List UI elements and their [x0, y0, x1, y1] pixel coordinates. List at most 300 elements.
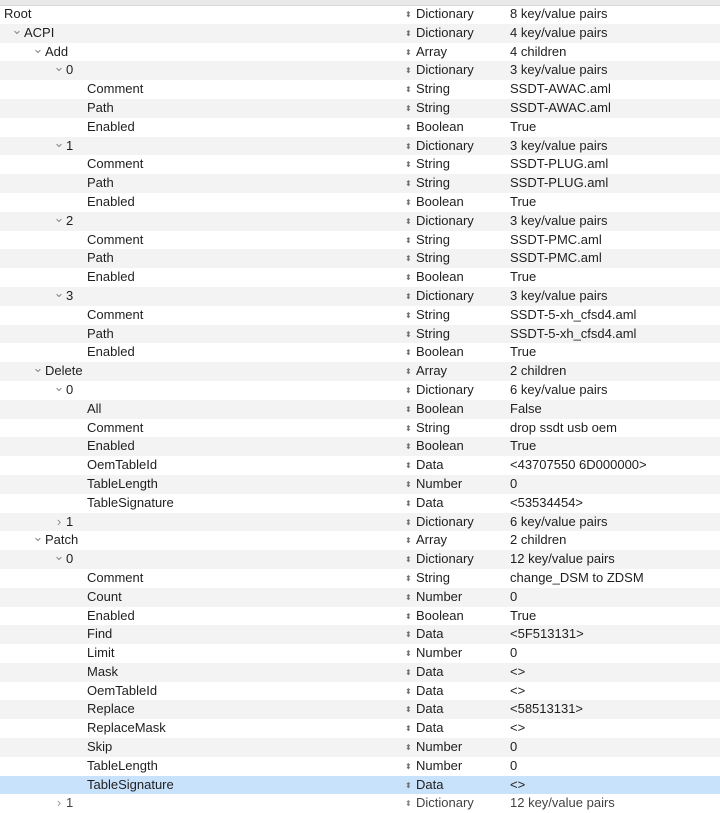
type-popup[interactable]: [405, 419, 505, 438]
value-cell[interactable]: <>: [510, 663, 526, 679]
value-cell[interactable]: SSDT-PLUG.aml: [510, 175, 609, 191]
key-cell[interactable]: [0, 663, 395, 682]
table-row[interactable]: [0, 381, 720, 400]
table-row[interactable]: [0, 118, 720, 137]
key-cell[interactable]: [0, 682, 395, 701]
updown-arrows-icon: ⬍: [405, 517, 412, 527]
updown-arrows-icon: ⬍: [405, 160, 412, 170]
key-cell[interactable]: [0, 400, 395, 419]
key-label: Enabled: [87, 607, 135, 623]
type-popup[interactable]: [405, 287, 505, 306]
updown-arrows-icon: ⬍: [405, 743, 412, 753]
value-cell[interactable]: SSDT-5-xh_cfsd4.aml: [510, 306, 637, 322]
updown-arrows-icon: ⬍: [405, 235, 412, 245]
updown-arrows-icon: ⬍: [405, 273, 412, 283]
updown-arrows-icon: ⬍: [405, 310, 412, 320]
key-cell[interactable]: [0, 193, 395, 212]
value-cell[interactable]: True: [510, 438, 537, 454]
table-row[interactable]: [0, 475, 720, 494]
type-label: Boolean: [416, 607, 464, 623]
type-label: Number: [416, 645, 463, 661]
table-row[interactable]: [0, 663, 720, 682]
key-cell[interactable]: [0, 61, 395, 80]
updown-arrows-icon: ⬍: [405, 85, 412, 95]
type-popup[interactable]: [405, 99, 505, 118]
key-label: OemTableId: [87, 457, 158, 473]
type-popup[interactable]: [405, 776, 505, 795]
value-cell[interactable]: True: [510, 344, 537, 360]
key-cell[interactable]: [0, 513, 395, 532]
key-cell[interactable]: [0, 437, 395, 456]
type-popup[interactable]: [405, 5, 505, 24]
plist-outline-view[interactable]: [0, 5, 720, 813]
type-label: Number: [416, 588, 463, 604]
disclosure-expanded-icon[interactable]: [53, 61, 65, 80]
table-row[interactable]: [0, 325, 720, 344]
updown-arrows-icon: ⬍: [405, 649, 412, 659]
key-label: TableLength: [87, 475, 158, 491]
disclosure-expanded-icon[interactable]: [32, 531, 44, 550]
key-label: Enabled: [87, 118, 135, 134]
key-label: Comment: [87, 81, 144, 97]
key-label: Mask: [87, 663, 119, 679]
value-cell[interactable]: <5F513131>: [510, 626, 584, 642]
key-label: Path: [87, 99, 114, 115]
type-label: Dictionary: [416, 6, 474, 21]
type-label: Dictionary: [416, 513, 474, 529]
updown-arrows-icon: ⬍: [405, 536, 412, 546]
table-row[interactable]: [0, 268, 720, 287]
key-label: Comment: [87, 156, 144, 172]
key-cell[interactable]: [0, 644, 395, 663]
type-label: Data: [416, 626, 444, 642]
table-row[interactable]: [0, 437, 720, 456]
updown-arrows-icon: ⬍: [405, 254, 412, 264]
type-popup[interactable]: [405, 362, 505, 381]
table-row[interactable]: [0, 644, 720, 663]
value-cell[interactable]: 6 key/value pairs: [510, 513, 608, 529]
table-row[interactable]: [0, 61, 720, 80]
type-popup[interactable]: [405, 24, 505, 43]
value-cell[interactable]: SSDT-AWAC.aml: [510, 99, 611, 115]
table-row[interactable]: [0, 155, 720, 174]
updown-arrows-icon: ⬍: [405, 630, 412, 640]
key-cell[interactable]: [0, 325, 395, 344]
table-row[interactable]: [0, 5, 720, 24]
updown-arrows-icon: ⬍: [405, 498, 412, 508]
table-row[interactable]: [0, 43, 720, 62]
table-row[interactable]: [0, 249, 720, 268]
key-cell[interactable]: [0, 794, 395, 813]
updown-arrows-icon: ⬍: [405, 423, 412, 433]
value-cell[interactable]: 2 children: [510, 532, 567, 548]
type-popup[interactable]: [405, 212, 505, 231]
type-label: Data: [416, 457, 444, 473]
key-cell[interactable]: [0, 155, 395, 174]
updown-arrows-icon: ⬍: [405, 291, 412, 301]
key-cell[interactable]: [0, 268, 395, 287]
key-cell[interactable]: [0, 456, 395, 475]
key-label: 3: [66, 287, 74, 303]
table-row[interactable]: [0, 400, 720, 419]
key-label: 1: [66, 137, 74, 153]
type-popup[interactable]: [405, 61, 505, 80]
disclosure-expanded-icon[interactable]: [53, 212, 65, 231]
value-cell[interactable]: 4 key/value pairs: [510, 24, 608, 40]
key-cell[interactable]: [0, 5, 395, 24]
key-label: Path: [87, 175, 114, 191]
value-cell[interactable]: 2 children: [510, 363, 567, 379]
type-popup[interactable]: [405, 343, 505, 362]
key-cell[interactable]: [0, 494, 395, 513]
key-label: 2: [66, 212, 74, 228]
type-label: String: [416, 569, 450, 585]
type-label: Array: [416, 363, 448, 379]
key-label: Limit: [87, 645, 115, 661]
value-cell[interactable]: 3 key/value pairs: [510, 137, 608, 153]
table-row[interactable]: [0, 513, 720, 532]
type-popup[interactable]: [405, 757, 505, 776]
table-row[interactable]: [0, 99, 720, 118]
type-popup[interactable]: [405, 456, 505, 475]
table-row[interactable]: [0, 174, 720, 193]
updown-arrows-icon: ⬍: [405, 141, 412, 151]
table-row[interactable]: [0, 700, 720, 719]
disclosure-expanded-icon[interactable]: [32, 43, 44, 62]
type-label: Boolean: [416, 269, 464, 285]
type-label: Dictionary: [416, 137, 474, 153]
key-cell[interactable]: [0, 550, 395, 569]
key-cell[interactable]: [0, 719, 395, 738]
key-label: TableLength: [87, 757, 158, 773]
key-label: Comment: [87, 306, 144, 322]
updown-arrows-icon: ⬍: [405, 47, 412, 57]
type-label: Data: [416, 663, 444, 679]
type-label: Boolean: [416, 118, 464, 134]
key-label: Enabled: [87, 344, 135, 360]
type-label: Dictionary: [416, 24, 474, 40]
type-popup[interactable]: [405, 325, 505, 344]
value-cell[interactable]: <53534454>: [510, 494, 584, 510]
table-row[interactable]: [0, 24, 720, 43]
key-cell[interactable]: [0, 700, 395, 719]
type-label: String: [416, 175, 450, 191]
updown-arrows-icon: ⬍: [405, 348, 412, 358]
updown-arrows-icon: ⬍: [405, 780, 412, 790]
updown-arrows-icon: ⬍: [405, 66, 412, 76]
key-label: Patch: [45, 532, 79, 548]
type-label: String: [416, 99, 450, 115]
disclosure-expanded-icon[interactable]: [11, 24, 23, 43]
disclosure-expanded-icon[interactable]: [53, 137, 65, 156]
value-cell[interactable]: <58513131>: [510, 701, 584, 717]
value-cell[interactable]: 12 key/value pairs: [510, 551, 615, 567]
type-label: String: [416, 250, 450, 266]
value-cell[interactable]: 6 key/value pairs: [510, 381, 608, 397]
type-label: Dictionary: [416, 212, 474, 228]
key-label: ReplaceMask: [87, 720, 166, 736]
key-label: Add: [45, 43, 69, 59]
type-label: Dictionary: [416, 381, 474, 397]
table-row[interactable]: [0, 757, 720, 776]
key-label: Path: [87, 250, 114, 266]
type-popup[interactable]: [405, 588, 505, 607]
table-row[interactable]: [0, 550, 720, 569]
key-cell[interactable]: [0, 249, 395, 268]
key-cell[interactable]: [0, 362, 395, 381]
table-row[interactable]: [0, 682, 720, 701]
value-cell[interactable]: SSDT-PMC.aml: [510, 231, 602, 247]
value-cell[interactable]: <43707550 6D000000>: [510, 457, 647, 473]
table-row[interactable]: [0, 193, 720, 212]
type-popup[interactable]: [405, 43, 505, 62]
updown-arrows-icon: ⬍: [405, 442, 412, 452]
type-popup[interactable]: [405, 231, 505, 250]
type-label: Array: [416, 43, 448, 59]
value-cell[interactable]: 3 key/value pairs: [510, 212, 608, 228]
key-cell[interactable]: [0, 738, 395, 757]
type-label: Number: [416, 739, 463, 755]
type-label: Boolean: [416, 438, 464, 454]
key-cell[interactable]: [0, 607, 395, 626]
key-cell[interactable]: [0, 43, 395, 62]
key-cell[interactable]: [0, 137, 395, 156]
disclosure-expanded-icon[interactable]: [53, 287, 65, 306]
key-label: 0: [66, 551, 74, 567]
key-label: Root: [4, 6, 32, 21]
value-cell[interactable]: 8 key/value pairs: [510, 6, 608, 21]
type-label: String: [416, 231, 450, 247]
key-cell[interactable]: [0, 776, 395, 795]
table-row[interactable]: [0, 625, 720, 644]
key-cell[interactable]: [0, 569, 395, 588]
table-row[interactable]: [0, 362, 720, 381]
type-popup[interactable]: [405, 437, 505, 456]
value-cell[interactable]: 0: [510, 645, 518, 661]
type-popup[interactable]: [405, 569, 505, 588]
value-cell[interactable]: False: [510, 400, 542, 416]
disclosure-collapsed-icon[interactable]: [53, 794, 65, 813]
type-popup[interactable]: [405, 794, 505, 813]
type-popup[interactable]: [405, 607, 505, 626]
type-label: Dictionary: [416, 287, 474, 303]
key-cell[interactable]: [0, 381, 395, 400]
disclosure-expanded-icon[interactable]: [53, 381, 65, 400]
value-cell[interactable]: 0: [510, 475, 518, 491]
type-popup[interactable]: [405, 80, 505, 99]
key-cell[interactable]: [0, 588, 395, 607]
key-label: 0: [66, 381, 74, 397]
value-cell[interactable]: 0: [510, 588, 518, 604]
type-popup[interactable]: [405, 174, 505, 193]
type-popup[interactable]: [405, 625, 505, 644]
type-popup[interactable]: [405, 663, 505, 682]
updown-arrows-icon: ⬍: [405, 122, 412, 132]
key-label: Find: [87, 626, 113, 642]
table-row[interactable]: [0, 456, 720, 475]
updown-arrows-icon: ⬍: [405, 216, 412, 226]
type-label: Boolean: [416, 193, 464, 209]
type-popup[interactable]: [405, 381, 505, 400]
key-label: TableSignature: [87, 776, 174, 792]
type-popup[interactable]: [405, 306, 505, 325]
key-cell[interactable]: [0, 531, 395, 550]
type-popup[interactable]: [405, 682, 505, 701]
key-label: Count: [87, 588, 122, 604]
type-label: Data: [416, 682, 444, 698]
updown-arrows-icon: ⬍: [405, 329, 412, 339]
table-row[interactable]: [0, 231, 720, 250]
type-popup[interactable]: [405, 268, 505, 287]
type-popup[interactable]: [405, 531, 505, 550]
updown-arrows-icon: ⬍: [405, 367, 412, 377]
type-popup[interactable]: [405, 550, 505, 569]
key-cell[interactable]: [0, 231, 395, 250]
type-popup[interactable]: [405, 400, 505, 419]
type-label: Dictionary: [416, 62, 474, 78]
table-row[interactable]: [0, 531, 720, 550]
key-label: 1: [66, 795, 74, 811]
key-cell[interactable]: [0, 306, 395, 325]
key-label: Enabled: [87, 438, 135, 454]
type-label: Data: [416, 701, 444, 717]
type-popup[interactable]: [405, 513, 505, 532]
updown-arrows-icon: ⬍: [405, 197, 412, 207]
type-label: String: [416, 325, 450, 341]
key-cell[interactable]: [0, 24, 395, 43]
value-cell[interactable]: 0: [510, 739, 518, 755]
type-label: String: [416, 156, 450, 172]
type-popup[interactable]: [405, 118, 505, 137]
value-cell[interactable]: True: [510, 193, 537, 209]
updown-arrows-icon: ⬍: [405, 28, 412, 38]
type-label: Boolean: [416, 344, 464, 360]
type-label: Number: [416, 757, 463, 773]
disclosure-collapsed-icon[interactable]: [53, 513, 65, 532]
type-label: Boolean: [416, 400, 464, 416]
key-label: ACPI: [24, 24, 55, 40]
value-cell[interactable]: SSDT-5-xh_cfsd4.aml: [510, 325, 637, 341]
value-cell[interactable]: 12 key/value pairs: [510, 795, 615, 811]
key-label: Comment: [87, 569, 144, 585]
table-row[interactable]: [0, 588, 720, 607]
value-cell[interactable]: True: [510, 607, 537, 623]
table-row[interactable]: [0, 494, 720, 513]
table-row[interactable]: [0, 569, 720, 588]
updown-arrows-icon: ⬍: [405, 10, 412, 19]
type-label: String: [416, 419, 450, 435]
key-cell[interactable]: [0, 757, 395, 776]
key-cell[interactable]: [0, 343, 395, 362]
table-row[interactable]: [0, 719, 720, 738]
key-cell[interactable]: [0, 212, 395, 231]
table-row[interactable]: [0, 343, 720, 362]
value-cell[interactable]: <>: [510, 682, 526, 698]
updown-arrows-icon: ⬍: [405, 667, 412, 677]
value-cell[interactable]: True: [510, 269, 537, 285]
key-cell[interactable]: [0, 625, 395, 644]
type-label: Data: [416, 720, 444, 736]
key-cell[interactable]: [0, 287, 395, 306]
updown-arrows-icon: ⬍: [405, 761, 412, 771]
type-popup[interactable]: [405, 644, 505, 663]
type-popup[interactable]: [405, 193, 505, 212]
key-cell[interactable]: [0, 99, 395, 118]
disclosure-expanded-icon[interactable]: [32, 362, 44, 381]
type-label: String: [416, 81, 450, 97]
type-label: String: [416, 306, 450, 322]
value-cell[interactable]: change_DSM to ZDSM: [510, 569, 644, 585]
type-popup[interactable]: [405, 155, 505, 174]
table-row[interactable]: [0, 738, 720, 757]
key-label: 0: [66, 62, 74, 78]
table-row[interactable]: [0, 794, 720, 813]
key-cell[interactable]: [0, 174, 395, 193]
key-label: All: [87, 400, 102, 416]
type-popup[interactable]: [405, 249, 505, 268]
disclosure-expanded-icon[interactable]: [53, 550, 65, 569]
value-cell[interactable]: SSDT-PLUG.aml: [510, 156, 609, 172]
type-label: Number: [416, 475, 463, 491]
key-cell[interactable]: [0, 118, 395, 137]
type-label: Array: [416, 532, 448, 548]
updown-arrows-icon: ⬍: [405, 479, 412, 489]
updown-arrows-icon: ⬍: [405, 385, 412, 395]
table-row[interactable]: [0, 287, 720, 306]
table-row[interactable]: [0, 80, 720, 99]
updown-arrows-icon: ⬍: [405, 555, 412, 565]
table-row[interactable]: [0, 607, 720, 626]
updown-arrows-icon: ⬍: [405, 573, 412, 583]
type-label: Data: [416, 494, 444, 510]
key-cell[interactable]: [0, 419, 395, 438]
table-row[interactable]: [0, 776, 720, 795]
table-row[interactable]: [0, 419, 720, 438]
key-label: Comment: [87, 419, 144, 435]
updown-arrows-icon: ⬍: [405, 705, 412, 715]
value-cell[interactable]: drop ssdt usb oem: [510, 419, 617, 435]
updown-arrows-icon: ⬍: [405, 799, 412, 809]
table-row[interactable]: [0, 212, 720, 231]
value-cell[interactable]: SSDT-AWAC.aml: [510, 81, 611, 97]
value-cell[interactable]: 3 key/value pairs: [510, 62, 608, 78]
type-popup[interactable]: [405, 738, 505, 757]
type-popup[interactable]: [405, 719, 505, 738]
updown-arrows-icon: ⬍: [405, 461, 412, 471]
key-label: Skip: [87, 739, 113, 755]
table-row[interactable]: [0, 137, 720, 156]
value-cell[interactable]: True: [510, 118, 537, 134]
type-popup[interactable]: [405, 475, 505, 494]
value-cell[interactable]: 3 key/value pairs: [510, 287, 608, 303]
key-cell[interactable]: [0, 80, 395, 99]
table-row[interactable]: [0, 306, 720, 325]
type-label: Dictionary: [416, 795, 474, 811]
value-cell[interactable]: <>: [510, 720, 526, 736]
key-label: TableSignature: [87, 494, 174, 510]
value-cell[interactable]: SSDT-PMC.aml: [510, 250, 602, 266]
key-cell[interactable]: [0, 475, 395, 494]
type-label: Data: [416, 776, 444, 792]
type-popup[interactable]: [405, 494, 505, 513]
type-popup[interactable]: [405, 137, 505, 156]
value-cell[interactable]: <>: [510, 776, 526, 792]
value-cell[interactable]: 0: [510, 757, 518, 773]
value-cell[interactable]: 4 children: [510, 43, 567, 59]
type-label: Dictionary: [416, 551, 474, 567]
type-popup[interactable]: [405, 700, 505, 719]
key-label: Replace: [87, 701, 135, 717]
